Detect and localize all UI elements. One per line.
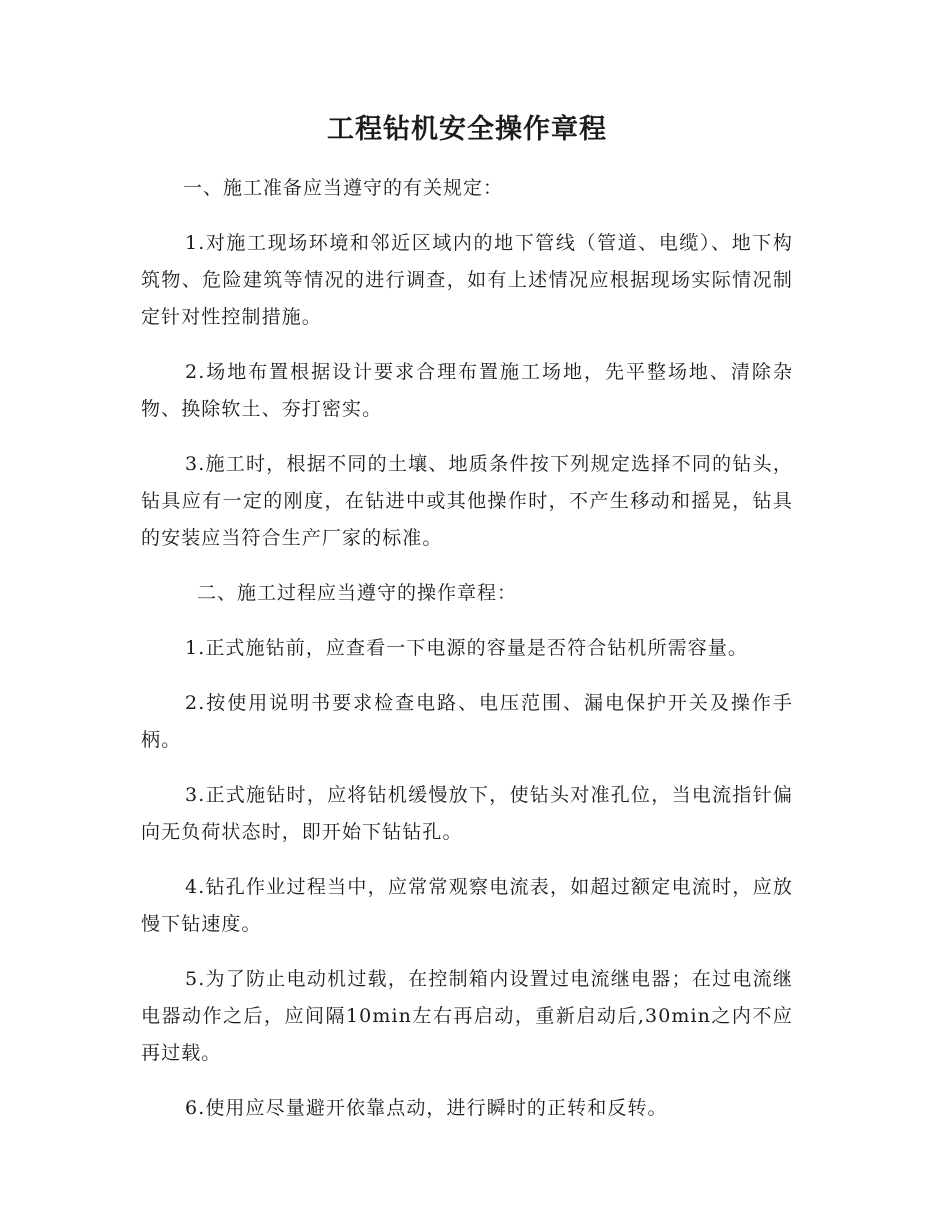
section-2-item-4: 4.钻孔作业过程当中，应常常观察电流表，如超过额定电流时，应放慢下钻速度。 [141, 876, 793, 935]
section-2-item-2: 2.按使用说明书要求检查电路、电压范围、漏电保护开关及操作手柄。 [141, 692, 793, 751]
document-page [141, 108, 793, 1145]
document-title: 工程钻机安全操作章程 [327, 114, 607, 145]
section-1-heading: 一、施工准备应当遵守的有关规定： [183, 177, 504, 199]
section-2-item-1: 1.正式施钻前，应查看一下电源的容量是否符合钻机所需容量。 [185, 637, 749, 659]
section-1-item-2: 2.场地布置根据设计要求合理布置施工场地，先平整场地、清除杂物、换除软土、夯打密实。 [141, 361, 793, 420]
section-2-item-5: 5.为了防止电动机过载，在控制箱内设置过电流继电器；在过电流继电器动作之后，应间隔10min左右再启动，重新启动后,30min之内不应再过载。 [141, 968, 793, 1064]
section-1-item-1: 1.对施工现场环境和邻近区域内的地下管线（管道、电缆）、地下构筑物、危险建筑等情况的进行调查，如有上述情况应根据现场实际情况制定针对性控制措施。 [141, 232, 793, 328]
section-2-heading: 二、施工过程应当遵守的操作章程： [197, 582, 518, 604]
section-2-item-3: 3.正式施钻时，应将钻机缓慢放下，使钻头对准孔位，当电流指针偏向无负荷状态时，即开始下钻钻孔。 [141, 784, 793, 843]
section-1-item-3: 3.施工时，根据不同的土壤、地质条件按下列规定选择不同的钻头，钻具应有一定的刚度，在钻进中或其他操作时，不产生移动和摇晃，钻具的安装应当符合生产厂家的标准。 [141, 453, 793, 549]
section-2-item-6: 6.使用应尽量避开依靠点动，进行瞬时的正转和反转。 [185, 1097, 668, 1119]
